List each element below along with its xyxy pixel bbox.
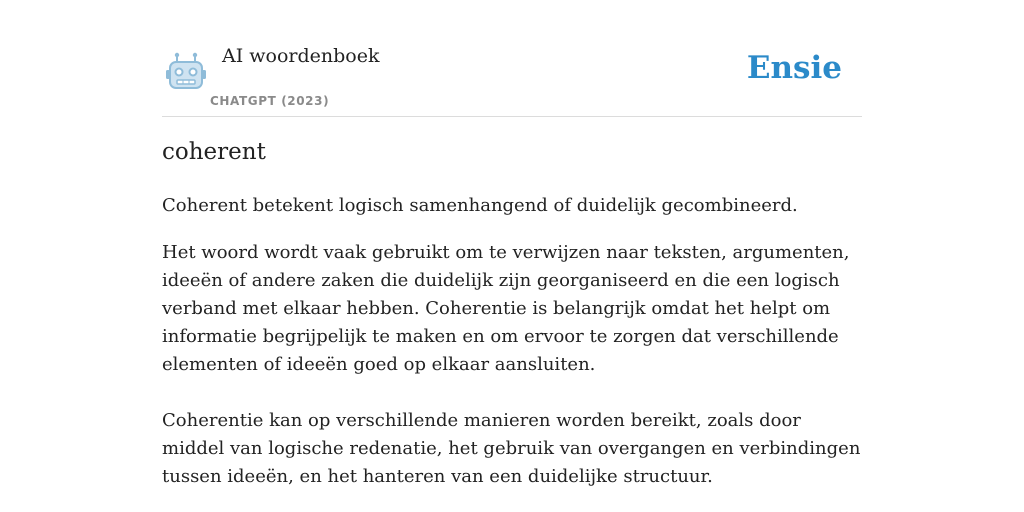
source-subtitle: CHATGPT (2023): [210, 94, 330, 108]
definition-paragraph: Coherentie kan op verschillende manieren worden bereikt, zoals door middel van logische redenatie, het gebruik van overgangen en verbindingen tussen ideeën, en het hanteren van een duidelijke structuur.: [162, 410, 861, 487]
brand-logo[interactable]: Ensie: [746, 50, 842, 86]
definition-paragraph: Coherent betekent logisch samenhangend of duidelijk gecombineerd.: [162, 195, 798, 216]
robot-icon: [166, 52, 206, 90]
source-header: [162, 0, 862, 117]
definition-paragraph: Het woord wordt vaak gebruikt om te verwijzen naar teksten, argumenten, ideeën of andere zaken die duidelijk zijn georganiseerd en die een logisch verband met elkaar hebben. Coherentie is belangrijk omdat het helpt om informatie begrijpelijk te maken en om ervoor te zorgen dat verschillende elementen of ideeën goed op elkaar aansluiten.: [162, 242, 850, 375]
page-content: [162, 0, 862, 512]
entry-term: coherent: [162, 139, 266, 165]
source-title[interactable]: AI woordenboek: [222, 45, 380, 67]
